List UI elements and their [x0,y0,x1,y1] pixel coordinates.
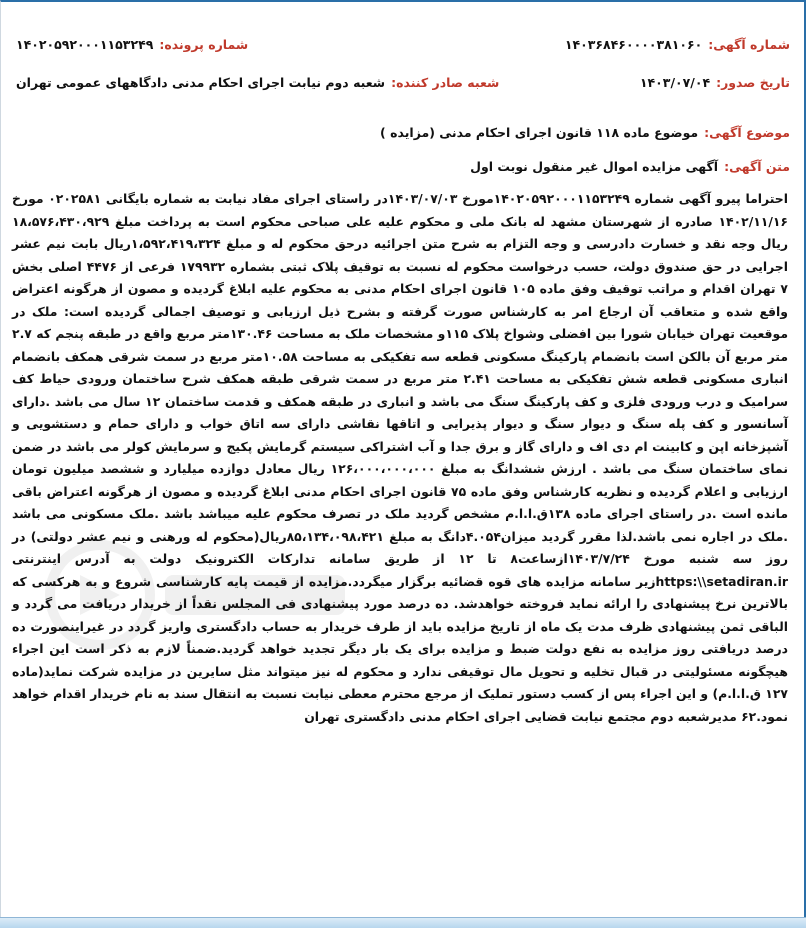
header-row-numbers [16,34,790,54]
case-number-value: ۱۴۰۲۰۵۹۲۰۰۰۱۱۵۳۲۴۹ [16,36,154,52]
ad-number-value: ۱۴۰۳۶۸۴۶۰۰۰۰۳۸۱۰۶۰ [564,36,703,52]
header-row-date-branch [16,72,790,92]
subject-label: موضوع آگهی: [704,124,790,140]
body-paragraph-part1: احتراما پیرو آگهی شماره ۱۴۰۲۰۵۹۲۰۰۰۱۱۵۳۲۴۹مورخ ۱۴۰۳/۰۷/۰۳در راستای اجرای مفاد نیابت به شماره بایگانی ۰۲۰۲۵۸۱ مورخ ۱۴۰۲/۱۱/۱۶ صادره از شهرستان مشهد له بانک ملی و محکوم علیه علی صباحی محکوم است به پرداخت مبلغ ۱۸،۵۷۶،۴۳۰،۹۲۹ ریال وجه نقد و خسارت دادرسی و وجه التزام به شرح متن اجرائیه درحق محکوم له و مبلغ ۱،۵۹۲،۴۱۹،۳۲۴ریال بابت نیم عشر اجرایی در حق صندوق دولت، حسب درخواست محکوم له نسبت به توقیف پلاک ثبتی بشماره ۱۷۹۹۳۲ فرعی از ۴۴۷۶ اصلی بخش ۷ تهران اقدام و مراتب توقیف وفق ماده ۱۰۵ قانون اجرای احکام مدنی به محکوم علیه ابلاغ گردیده و مصون از هرگونه اعتراض واقع شده و متعاقب آن ارجاع امر به کارشناس صورت گرفته و بشرح ذیل ارزیابی و توصیف اجمالی گردیده است: ملک در موقعیت تهران خیابان شورا بین افضلی وشواخ پلاک ۱۱۵و مشخصات ملک به مساحت ۱۳۰.۴۶متر مربع واقع در طبقه پنجم که ۲.۷ متر مربع آن بالکن است بانضمام پارکینگ مسکونی قطعه سه تفکیکی به مساحت ۱۰.۵۸متر مربع در سمت شرقی همکف بانضمام انباری مسکونی قطعه شش تفکیکی به مساحت ۲.۴۱ متر مربع در سمت شرقی طبقه همکف شرح ساختمان ورودی حیاط کف سرامیک و درب ورودی فلزی و کف پارکینگ سنگ می باشد و انباری در طبقه همکف و قدمت ساختمان ۱۲ سال می باشد .دارای آسانسور و کف پله سنگ و دیوار سنگ و دیوار پذیرایی و اتاقها نقاشی دارای سه اتاق خواب و دارای حمام و دستشویی و آشپزخانه اپن و کابینت ام دی اف و دارای گاز و برق جدا و آب اشتراکی سیستم گرمایش پکیج و سرمایش کولر می باشد در ضمن نمای ساختمان سنگ می باشد . ارزش ششدانگ به مبلغ ۱۲۶،۰۰۰،۰۰۰،۰۰۰ ریال معادل دوازده میلیارد و ششصد میلیون تومان ارزیابی و اعلام گردیده و نظریه کارشناس وفق ماده ۷۵ قانون اجرای احکام مدنی ابلاغ گردیده و مصون از هرگونه اعتراض باقی مانده است .در راستای اجرای ماده ۱۳۸ق.ا.ا.م مشخص گردید ملک در تصرف محکوم علیه میباشد باشد .ملک مسکونی می باشد .ملک در اجاره نمی باشد.لذا مقرر گردید میزان۴.۰۵۴دانگ به مبلغ ۸۵،۱۳۴،۰۹۸،۴۲۱ریال(محکوم له ورهنی و نیم عشر دولتی) در روز سه شنبه مورخ ۱۴۰۳/۷/۲۴ازساعت۸ تا ۱۲ از طریق سامانه تدارکات الکترونیک دولت به آدرس اینترنتی [12,191,789,566]
issue-date-group [640,75,790,90]
subject-group [380,125,790,140]
ad-text-title: آگهی مزایده اموال غیر منقول نوبت اول [470,158,719,174]
issuing-branch-value: شعبه دوم نیابت اجرای احکام مدنی دادگاههای عمومی تهران [16,74,386,90]
ad-text-label: متن آگهی: [724,158,790,174]
case-number-group [16,37,248,52]
subject-row [16,122,790,142]
case-number-label: شماره پرونده: [159,36,249,52]
issue-date-value: ۱۴۰۳/۰۷/۰۴ [639,74,711,90]
ad-text-group [470,159,790,174]
issuing-branch-label: شعبه صادر کننده: [391,74,500,90]
ad-number-label: شماره آگهی: [708,36,790,52]
auction-notice-body [12,188,788,728]
issuing-branch-group [16,75,499,90]
ad-number-group [565,37,790,52]
setadiran-link[interactable]: https:\\setadiran.ir [655,573,788,589]
ad-text-row [16,156,790,176]
subject-value: موضوع ماده ۱۱۸ قانون اجرای احکام مدنی (مزایده ) [380,124,699,140]
issue-date-label: تاریخ صدور: [716,74,790,90]
window-bottom-bar [0,917,806,928]
body-paragraph-part2: زیر سامانه مزایده های قوه قضائیه برگزار میگردد.مزایده از قیمت پایه کارشناسی شروع و به هرکسی که بالاترین نرخ پیشنهادی را ارائه نماید فروخته خواهدشد. ده درصد مورد پیشنهادی فی المجلس نقداً از خریدار دریافت می گردد و الباقی ثمن پیشنهادی ظرف مدت یک ماه از تاریخ مزایده باید از طرف خریدار به حساب دادگستری واریز گردد در غیراینصورت ده درصد دریافتی روز مزایده به نفع دولت ضبط و مزایده برای یک بار دیگر تجدید خواهد گردید.ضمناً لازم به ذکر است این اجراء هیچگونه مسئولیتی در قبال تخلیه و تحویل مال توقیفی ندارد و محکوم له نیز میتواند مثل سایرین در مزایده شرکت نماید(ماده ۱۲۷ ق.ا.ا.م) و این اجراء پس از کسب دستور تملیک از مرجع محترم معطی نیابت نسبت به انتقال سند به نام خریدار اقدام خواهد نمود.۶۲ مدیرشعبه دوم مجتمع نیابت قضایی اجرای احکام مدنی دادگستری تهران [12,573,788,724]
